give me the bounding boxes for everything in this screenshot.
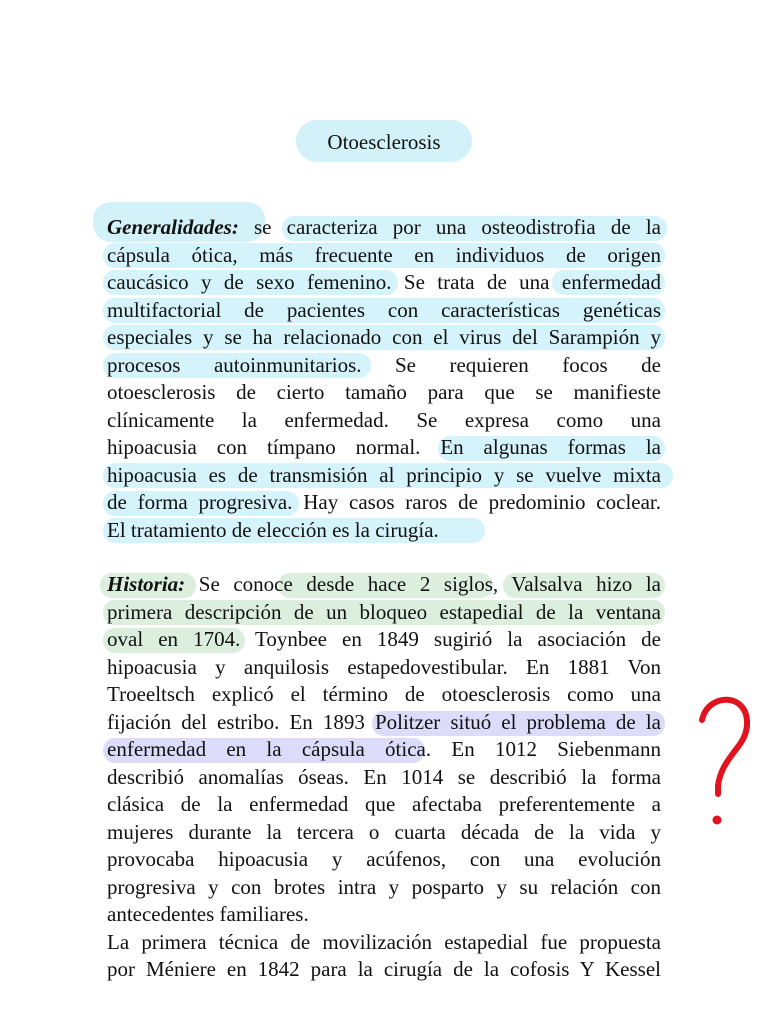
text-line: hipoacusia con tímpano normal. En algunas formas la: [107, 435, 661, 459]
text-line: por Méniere en 1842 para la cirugía de la cofosis Y Kessel: [107, 957, 661, 981]
text-line: multifactorial de pacientes con características genéticas: [107, 297, 661, 322]
text-line: La primera técnica de movilización estapedial fue propuesta: [107, 929, 661, 954]
text-line: cápsula ótica, más frecuente en individuos de origen: [107, 242, 661, 267]
text-line: enfermedad en la cápsula ótica. En 1012 Siebenmann: [107, 737, 661, 761]
text-line: de forma progresiva. Hay casos raros de predominio coclear.: [107, 490, 661, 514]
section-historia: [107, 571, 661, 984]
section-generalidades: [107, 214, 661, 544]
text-line: primera descripción de un bloqueo estapedial de la ventana: [107, 599, 661, 624]
section-label-generalidades: Generalidades:: [107, 215, 239, 239]
text-line: Historia: Se conoce desde hace 2 siglos, Valsalva hizo la: [107, 572, 661, 596]
text-line: Generalidades: se caracteriza por una osteodistrofia de la: [107, 215, 661, 239]
page-title: Otoesclerosis: [327, 130, 441, 154]
text-line: antecedentes familiares.: [107, 902, 309, 926]
text-line: provocaba hipoacusia y acúfenos, con una evolución: [107, 847, 661, 871]
text-line: oval en 1704. Toynbee en 1849 sugirió la asociación de: [107, 627, 661, 651]
text-line: El tratamiento de elección es la cirugía.: [107, 517, 439, 542]
text-line: progresiva y con brotes intra y posparto y su relación con: [107, 874, 661, 899]
text-line: clásica de la enfermedad que afectaba preferentemente a: [107, 792, 661, 816]
text-line: mujeres durante la tercera o cuarta década de la vida y: [107, 819, 661, 844]
text-line: hipoacusia y anquilosis estapedovestibular. En 1881 Von: [107, 654, 661, 679]
question-mark-annotation: [692, 690, 756, 840]
text-line: otoesclerosis de cierto tamaño para que se manifieste: [107, 380, 661, 404]
text-line: procesos autoinmunitarios. Se requieren focos de: [107, 352, 661, 377]
text-line: clínicamente la enfermedad. Se expresa como una: [107, 407, 661, 432]
text-line: fijación del estribo. En 1893 Politzer situó el problema de la: [107, 709, 661, 734]
section-label-historia: Historia:: [107, 572, 186, 596]
text-line: hipoacusia es de transmisión al principio y se vuelve mixta: [107, 462, 661, 487]
text-line: caucásico y de sexo femenino. Se trata de una enfermedad: [107, 270, 661, 294]
text-line: describió anomalías óseas. En 1014 se describió la forma: [107, 764, 661, 789]
text-line: especiales y se ha relacionado con el virus del Sarampión y: [107, 325, 661, 349]
text-line: Troeeltsch explicó el término de otoesclerosis como una: [107, 682, 661, 706]
